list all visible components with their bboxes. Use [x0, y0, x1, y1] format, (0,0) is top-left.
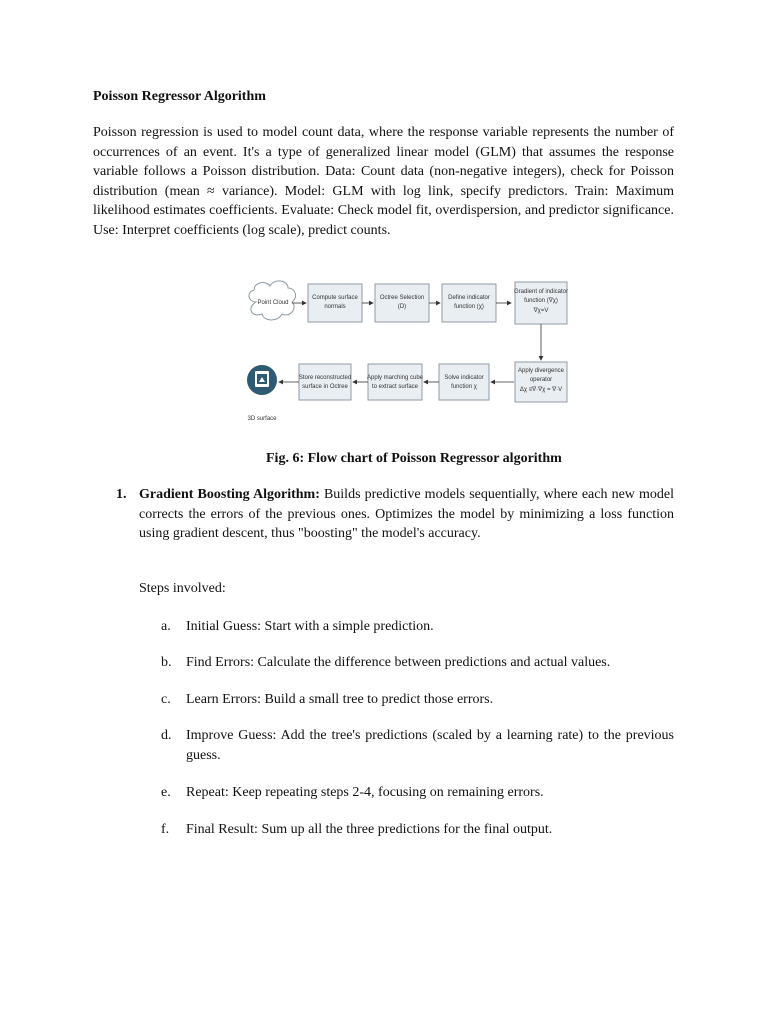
steps-label: Steps involved:: [139, 581, 226, 596]
sub-letter: e.: [161, 785, 171, 800]
marching-line2: to extract surface: [371, 384, 419, 390]
store-line1: Store reconstructed: [298, 375, 352, 381]
sub-text: Repeat: Keep repeating steps 2-4, focusing on remaining errors.: [186, 785, 544, 800]
list-item-title: Gradient Boosting Algorithm:: [139, 487, 320, 502]
point-cloud-label: Point Cloud: [257, 300, 289, 306]
sub-text: Find Errors: Calculate the difference between predictions and actual values.: [186, 655, 611, 670]
octree-line2: (D): [397, 304, 407, 310]
solve-line1: Solve indicator: [444, 375, 484, 381]
solve-line2: function χ: [451, 384, 477, 390]
sub-letter: d.: [161, 728, 172, 743]
3d-surface-label: 3D surface: [247, 416, 277, 422]
divergence-line3: Δχ ≡∇·∇χ = ∇·V: [519, 387, 563, 393]
store-line2: surface in Octree: [302, 384, 348, 390]
box-apply-divergence: [515, 362, 567, 402]
compute-normals-line1: Compute surface: [312, 295, 358, 301]
sub-letter: f.: [161, 822, 170, 837]
divergence-line2: operator: [529, 377, 553, 383]
list-item-body: [139, 485, 674, 544]
intro-paragraph: Poisson regression is used to model count data, where the response variable represents the number of occurrences of an event. It's a type of generalized linear model (GLM) that assumes the response variable follows a Poisson distribution. Data: Count data (non-negative integers), check for Poisson distribution (mean ≈ variance). Model: GLM with log link, specify predictors. Train: Maximum likelihood estimates coefficients. Evaluate: Check model fit, overdispersion, and predictor significance. Use: Interpret coefficients (log scale), predict counts.: [93, 125, 674, 238]
section-heading: Poisson Regressor Algorithm: [93, 89, 266, 104]
box-gradient-of-indicator: [514, 282, 568, 324]
sub-text: Final Result: Sum up all the three predictions for the final output.: [186, 822, 553, 837]
sub-text: Learn Errors: Build a small tree to predict those errors.: [186, 692, 494, 707]
list-item-number: 1.: [116, 487, 127, 502]
sub-letter: a.: [161, 619, 171, 634]
sub-letter: c.: [161, 692, 171, 707]
indicator-line1: Define indicator: [448, 295, 490, 301]
gradient-line3: ∇χ=V: [533, 308, 549, 314]
sub-letter: b.: [161, 655, 172, 670]
sub-text: Improve Guess: Add the tree's predictions (scaled by a learning rate) to the previous guess.: [186, 728, 674, 763]
marching-line1: Apply marching cube: [366, 375, 424, 381]
indicator-line2: function (χ): [454, 304, 484, 310]
flowchart-right-col-container: [513, 278, 573, 408]
gradient-line2: function (∇χ): [524, 298, 558, 304]
octree-line1: Octree Selection: [379, 295, 425, 301]
flowchart-row2-arrows: [242, 278, 522, 426]
figure-caption: Fig. 6: Flow chart of Poisson Regressor algorithm: [266, 451, 562, 466]
list-item-text: Builds predictive models sequentially, where each new model corrects the errors of the previous ones. Optimizes the model by minimizing a loss function using gradient descent, thus "boosting" the model's accuracy.: [139, 487, 674, 541]
divergence-line1: Apply divergence: [517, 368, 565, 374]
gradient-line1: Gradient of indicator: [513, 289, 569, 295]
flowchart-right-svg: [513, 278, 573, 408]
sub-text: Initial Guess: Start with a simple prediction.: [186, 619, 434, 634]
compute-normals-line2: normals: [324, 304, 346, 310]
row2-arrows-svg: [242, 278, 522, 426]
